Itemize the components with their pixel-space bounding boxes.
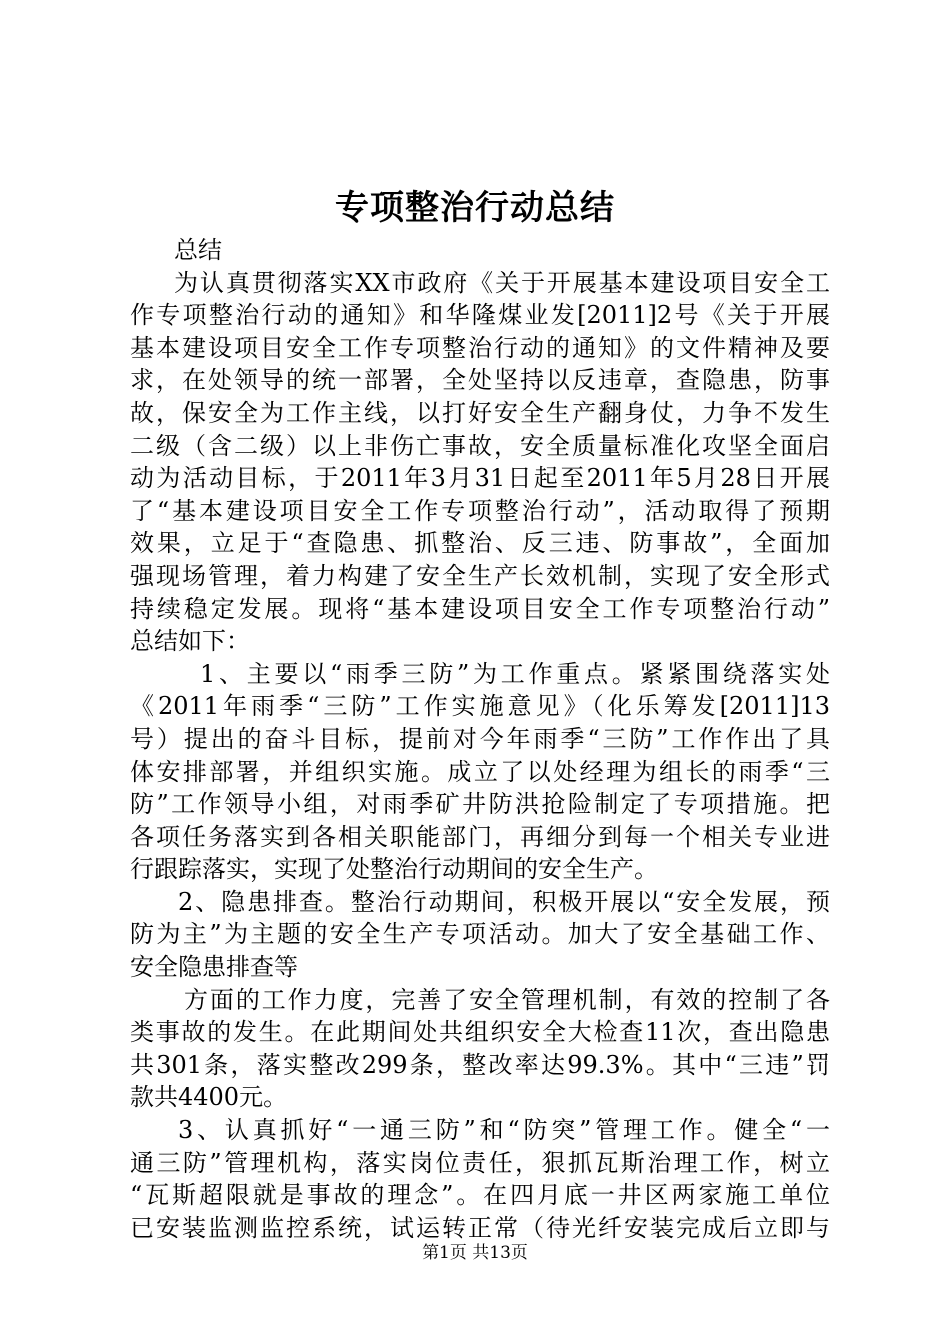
text-line: 《2011年雨季“三防”工作实施意见》（化乐筹发[2011]13 — [130, 692, 830, 721]
text-line: 动为活动目标，于2011年3月31日起至2011年5月28日开展 — [130, 464, 830, 493]
text-line: 行跟踪落实，实现了处整治行动期间的安全生产。 — [130, 855, 658, 884]
text-line: 总结 — [174, 236, 222, 264]
page-footer: 第1页 共13页 — [422, 1243, 528, 1263]
text-line: 求，在处领导的统一部署，全处坚持以反违章，查隐患，防事 — [130, 366, 830, 395]
text-line: 为认真贯彻落实XX市政府《关于开展基本建设项目安全工 — [174, 268, 830, 297]
text-line: 防”工作领导小组，对雨季矿井防洪抢险制定了专项措施。把 — [130, 790, 830, 819]
document-body — [130, 234, 830, 1244]
text-line: 号）提出的奋斗目标，提前对今年雨季“三防”工作作出了具 — [130, 724, 830, 753]
text-line: 类事故的发生。在此期间处共组织安全大检查11次，查出隐患 — [130, 1018, 830, 1047]
text-line: 基本建设项目安全工作专项整治行动的通知》的文件精神及要 — [130, 333, 830, 362]
text-line: 已安装监测监控系统，试运转正常（待光纤安装完成后立即与 — [130, 1213, 830, 1242]
text-line: “瓦斯超限就是事故的理念”。在四月底一井区两家施工单位 — [130, 1181, 830, 1210]
document-title: 专项整治行动总结 — [335, 188, 615, 228]
text-line: 防为主”为主题的安全生产专项活动。加大了安全基础工作、 — [130, 920, 830, 949]
text-line: 效果，立足于“查隐患、抓整治、反三违、防事故”，全面加 — [130, 529, 830, 558]
text-line: 1、主要以“雨季三防”为工作重点。紧紧围绕落实处 — [200, 659, 830, 688]
text-line: 故，保安全为工作主线，以打好安全生产翻身仗，力争不发生 — [130, 398, 830, 427]
text-line: 了“基本建设项目安全工作专项整治行动”，活动取得了预期 — [130, 496, 830, 525]
text-line: 共301条，落实整改299条，整改率达99.3%。其中“三违”罚 — [130, 1050, 830, 1079]
text-line: 持续稳定发展。现将“基本建设项目安全工作专项整治行动” — [130, 594, 830, 623]
text-line: 强现场管理，着力构建了安全生产长效机制，实现了安全形式 — [130, 561, 830, 590]
text-line: 二级（含二级）以上非伤亡事故，安全质量标准化攻坚全面启 — [130, 431, 830, 460]
text-line: 3、认真抓好“一通三防”和“防突”管理工作。健全“一 — [178, 1116, 830, 1145]
text-line: 款共4400元。 — [130, 1083, 288, 1112]
text-line: 各项任务落实到各相关职能部门，再细分到每一个相关专业进 — [130, 822, 830, 851]
text-line: 2、隐患排查。整治行动期间，积极开展以“安全发展，预 — [178, 887, 830, 916]
text-line: 方面的工作力度，完善了安全管理机制，有效的控制了各 — [184, 985, 830, 1014]
text-line: 总结如下： — [130, 627, 250, 656]
text-line: 安全隐患排查等 — [130, 953, 298, 982]
text-line: 作专项整治行动的通知》和华隆煤业发[2011]2号《关于开展 — [130, 301, 830, 330]
text-line: 体安排部署，并组织实施。成立了以处经理为组长的雨季“三 — [130, 757, 830, 786]
text-line: 通三防”管理机构，落实岗位责任，狠抓瓦斯治理工作，树立 — [130, 1148, 830, 1177]
